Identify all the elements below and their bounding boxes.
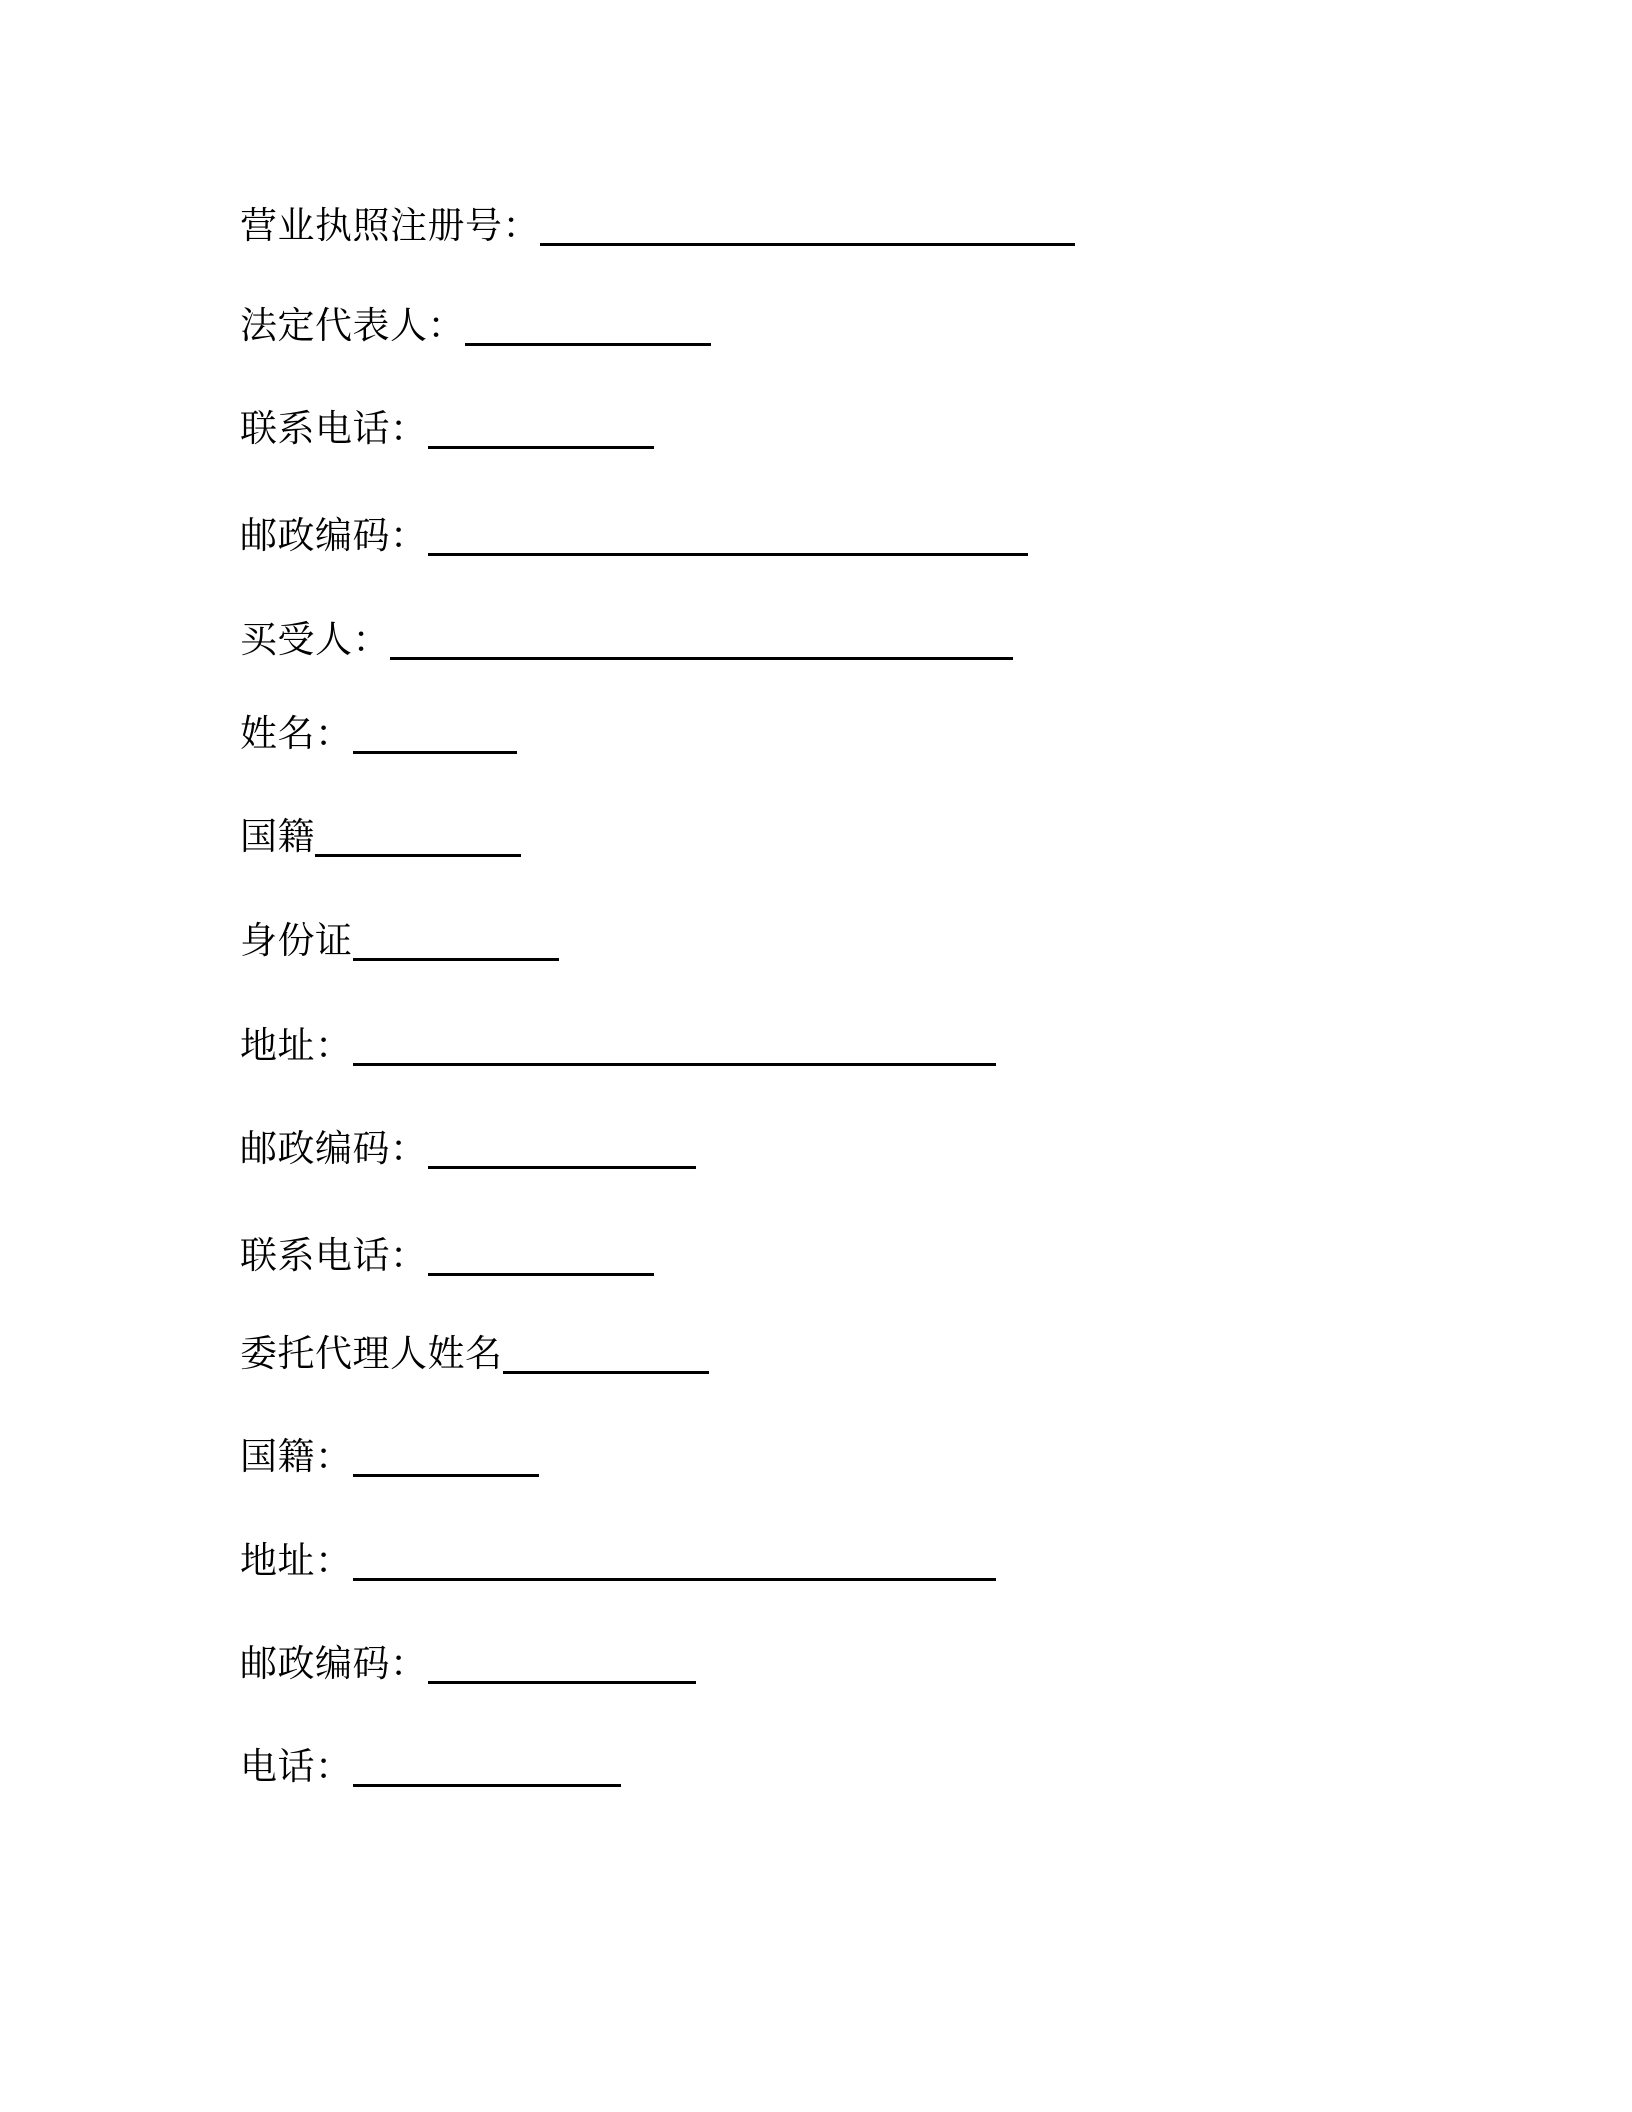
field-buyer-name — [240, 700, 517, 760]
blank-line — [315, 814, 521, 857]
field-label: 联系电话： — [240, 1234, 428, 1277]
field-label: 姓名： — [240, 712, 353, 755]
blank-line — [540, 203, 1075, 246]
field-business-license-number — [240, 192, 1075, 252]
blank-line — [428, 1126, 696, 1169]
field-label: 邮政编码： — [240, 514, 428, 557]
blank-line — [353, 918, 559, 961]
field-label: 地址： — [240, 1539, 353, 1582]
blank-line — [428, 1641, 696, 1684]
field-buyer-id-card — [240, 907, 559, 967]
field-label: 国籍： — [240, 1435, 353, 1478]
field-label: 邮政编码： — [240, 1642, 428, 1685]
field-label: 地址： — [240, 1024, 353, 1067]
field-agent-phone — [240, 1733, 621, 1793]
field-label: 身份证 — [240, 919, 353, 962]
blank-line — [428, 513, 1028, 556]
blank-line — [503, 1331, 709, 1374]
blank-line — [353, 711, 517, 754]
blank-line — [353, 1538, 996, 1581]
field-label: 电话： — [240, 1745, 353, 1788]
blank-line — [353, 1434, 539, 1477]
field-label: 邮政编码： — [240, 1127, 428, 1170]
field-buyer-nationality — [240, 803, 521, 863]
field-buyer-contact-phone — [240, 1222, 654, 1282]
blank-line — [353, 1023, 996, 1066]
field-agent-name — [240, 1320, 709, 1380]
field-buyer-address — [240, 1012, 996, 1072]
field-agent-address — [240, 1527, 996, 1587]
field-label: 营业执照注册号： — [240, 204, 540, 247]
field-label: 买受人： — [240, 618, 390, 661]
field-buyer — [240, 606, 1013, 666]
blank-line — [353, 1744, 621, 1787]
field-label: 联系电话： — [240, 407, 428, 450]
field-contact-phone — [240, 395, 654, 455]
blank-line — [428, 1233, 654, 1276]
blank-line — [428, 406, 654, 449]
blank-line — [390, 617, 1013, 660]
field-postal-code — [240, 502, 1028, 562]
field-legal-representative — [240, 292, 711, 352]
field-label: 委托代理人姓名 — [240, 1332, 503, 1375]
blank-line — [465, 303, 711, 346]
field-agent-postal-code — [240, 1630, 696, 1690]
field-agent-nationality — [240, 1423, 539, 1483]
field-label: 国籍 — [240, 815, 315, 858]
field-buyer-postal-code — [240, 1115, 696, 1175]
field-label: 法定代表人： — [240, 304, 465, 347]
